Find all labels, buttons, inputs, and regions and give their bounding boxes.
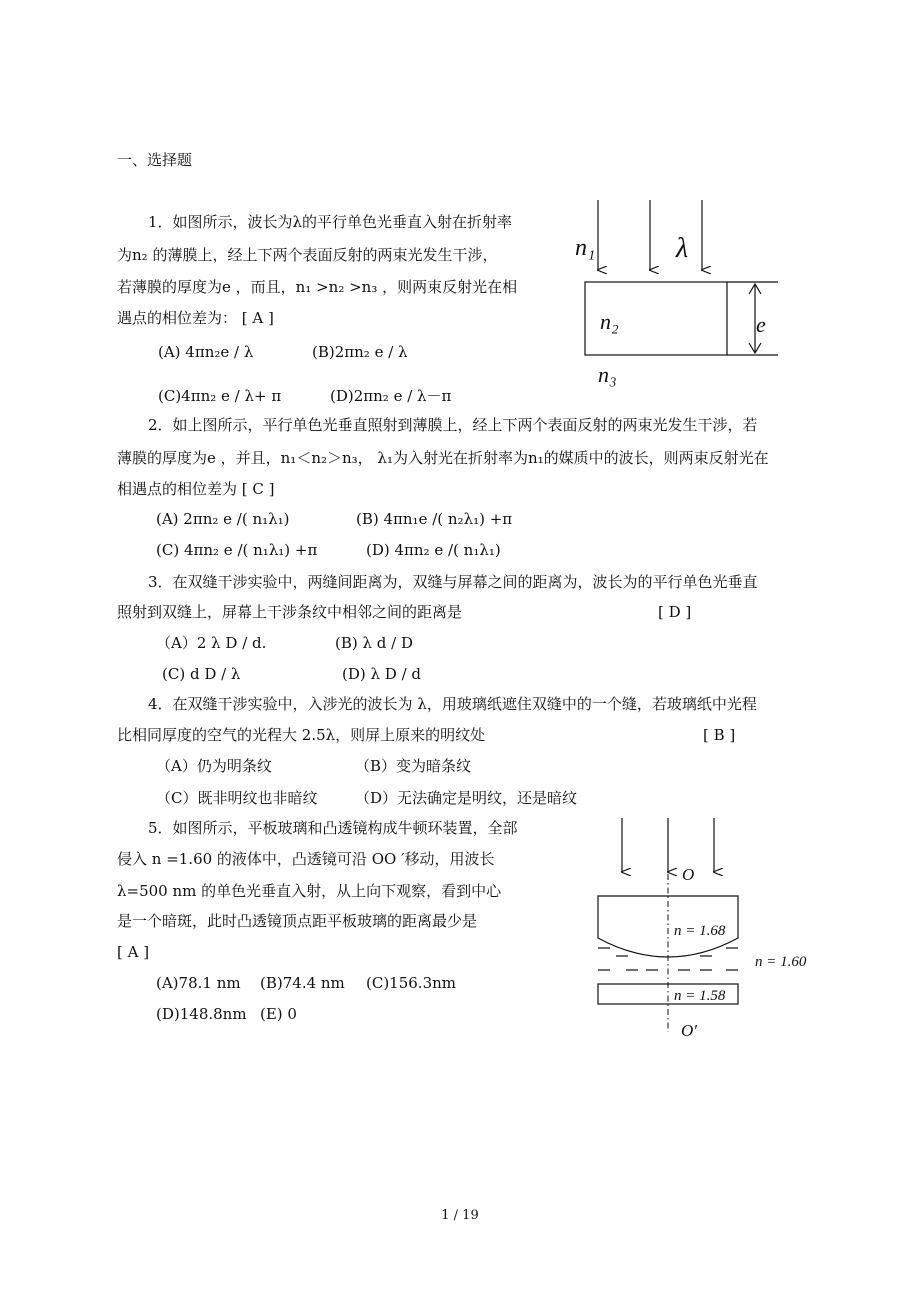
q1-option-d: (D)2πn₂ e / λ－π <box>330 387 452 405</box>
q1-option-c: (C)4πn₂ e / λ+ π <box>158 387 282 405</box>
q2-option-d: (D) 4πn₂ e /( n₁λ₁) <box>366 541 501 559</box>
q2-option-b: (B) 4πn₁e /( n₂λ₁) +π <box>356 510 513 528</box>
q4-option-b: （B）变为暗条纹 <box>355 757 472 775</box>
q5-option-b: (B)74.4 nm <box>260 974 345 992</box>
q3-option-b: (B) λ d / D <box>335 634 413 652</box>
q4-line-1: 4．在双缝干涉实验中，入涉光的波长为 λ，用玻璃纸遮住双缝中的一个缝，若玻璃纸中光程 <box>148 695 757 713</box>
q5-option-e: (E) 0 <box>260 1005 297 1023</box>
q2-line-2: 薄膜的厚度为e ，并且，n₁＜n₂＞n₃， λ₁为入射光在折射率为n₁的媒质中的波长，则两束反射光在 <box>117 449 769 467</box>
q4-option-c: （C）既非明纹也非暗纹 <box>156 789 318 807</box>
newton-rings-figure <box>580 810 830 1060</box>
q3-option-c: (C) d D / λ <box>162 665 241 683</box>
q3-answer: [ D ] <box>658 603 692 621</box>
q3-option-d: (D) λ D / d <box>342 665 421 683</box>
q4-answer: [ B ] <box>703 726 736 744</box>
label-liquid-n: n = 1.60 <box>755 954 807 970</box>
label-n3: n₃ <box>598 362 617 387</box>
q5-line-5: [ A ] <box>117 943 150 961</box>
q2-line-1: 2．如上图所示，平行单色光垂直照射到薄膜上，经上下两个表面反射的两束光发生干涉，若 <box>148 416 758 434</box>
q5-option-c: (C)156.3nm <box>366 974 457 992</box>
q3-option-a: （A）2 λ D / d. <box>156 634 267 652</box>
q1-line-1: 1．如图所示，波长为λ的平行单色光垂直入射在折射率 <box>148 213 513 231</box>
label-n1: n₁ <box>575 235 596 261</box>
q2-option-c: (C) 4πn₂ e /( n₁λ₁) +π <box>156 541 318 559</box>
q1-line-2: 为n₂ 的薄膜上，经上下两个表面反射的两束光发生干涉， <box>117 246 498 264</box>
q5-line-4: 是一个暗斑，此时凸透镜顶点距平板玻璃的距离最少是 <box>117 912 478 930</box>
q5-option-a: (A)78.1 nm <box>156 974 241 992</box>
label-n2: n₂ <box>600 309 619 334</box>
thin-film-figure <box>568 195 798 395</box>
label-plate-n: n = 1.58 <box>674 988 726 1004</box>
label-o-bottom: O′ <box>681 1021 697 1040</box>
label-lens-n: n = 1.68 <box>674 923 726 939</box>
q3-line-2: 照射到双缝上，屏幕上干涉条纹中相邻之间的距离是 <box>117 603 463 621</box>
label-lambda: λ <box>676 233 689 264</box>
q1-line-3: 若薄膜的厚度为e ，而且，n₁ >n₂ >n₃ ，则两束反射光在相 <box>117 278 518 296</box>
q3-line-1: 3．在双缝干涉实验中，两缝间距离为，双缝与屏幕之间的距离为，波长为的平行单色光垂直 <box>148 573 758 591</box>
q5-line-2: 侵入 n =1.60 的液体中，凸透镜可沿 OO ′移动，用波长 <box>117 850 495 868</box>
label-e: e <box>756 312 766 337</box>
section-title: 一、选择题 <box>117 151 193 169</box>
page-number: 1 / 19 <box>441 1208 479 1223</box>
q1-option-b: (B)2πn₂ e / λ <box>312 343 408 361</box>
label-o-top: O <box>682 865 695 884</box>
q5-line-1: 5．如图所示，平板玻璃和凸透镜构成牛顿环装置，全部 <box>148 819 518 837</box>
q4-line-2: 比相同厚度的空气的光程大 2.5λ，则屏上原来的明纹处 <box>117 726 486 744</box>
q1-line-4: 遇点的相位差为： [ A ] <box>117 309 274 327</box>
q1-option-a: (A) 4πn₂e / λ <box>158 343 254 361</box>
q5-line-3: λ=500 nm 的单色光垂直入射，从上向下观察，看到中心 <box>117 882 502 900</box>
q2-line-3: 相遇点的相位差为 [ C ] <box>117 480 275 498</box>
q2-option-a: (A) 2πn₂ e /( n₁λ₁) <box>156 510 290 528</box>
q4-option-a: （A）仍为明条纹 <box>156 757 272 775</box>
q4-option-d: （D）无法确定是明纹，还是暗纹 <box>355 789 578 807</box>
q5-option-d: (D)148.8nm <box>156 1005 247 1023</box>
